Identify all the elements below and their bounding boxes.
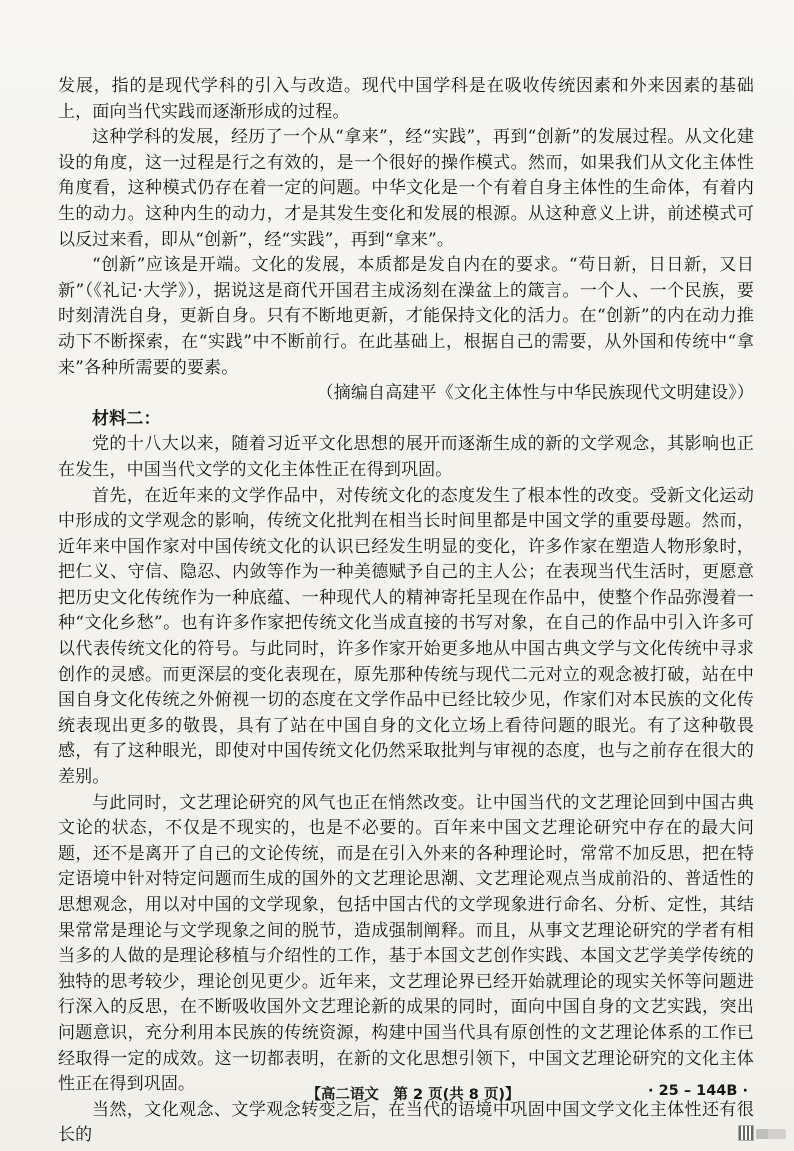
paragraph-3: “创新”应该是开端。文化的发展，本质都是发自内在的要求。“苟日新，日日新，又日新”（《礼记·大学》），据说这是商代开国君主成汤刻在澡盆上的箴言。一个人、一个民族，要时刻清洗自身，更新自身。只有不断地更新，才能保持文化的活力。在“创新”的内在动力推动下不断探索，在“实践”中不断前行。在此基础上，根据自己的需要，从外国和传统中“拿来”各种所需要的要素。: [58, 255, 754, 378]
footer-code: · 25 – 144B ·: [648, 1083, 748, 1099]
source-citation: （摘编自高建平《文化主体性与中华民族现代文明建设》）: [316, 383, 754, 404]
paragraph-6: 与此同时，文艺理论研究的风气也正在悄然改变。让中国当代的文艺理论回到中国古典文论的状态，不仅是不现实的，也是不必要的。百年来中国文艺理论研究中存在的最大问题，还不是离开了自己的文论传统，而是在引入外来的各种理论时，常常不加反思，把在特定语境中针对特定问题而生成的国外的文艺理论思潮、文艺理论观点当成前沿的、普适性的思想观念，用以对中国的文学现象，包括中国古代的文学现象进行命名、分析、定性，其结果常常是理论与文学现象之间的脱节，造成强制阐释。而且，从事文艺理论研究的学者有相当多的人做的是理论移植与介绍性的工作，基于本国文艺创作实践、本国文艺学美学传统的独特的思考较少，理论创见更少。近年来，文艺理论界已经开始就理论的现实关怀等问题进行深入的反思，在不断吸收国外文艺理论新的成果的同时，面向中国自身的文艺实践，突出问题意识，充分利用本民族的传统资源，构建中国当代具有原创性的文艺理论体系的工作已经取得一定的成效。这一切都表明，在新的文化思想引领下，中国文艺理论研究的文化主体性正在得到巩固。: [58, 792, 754, 1095]
paragraph-1: 发展，指的是现代学科的引入与改造。现代中国学科是在吸收传统因素和外来因素的基础上，面向当代实践而逐渐形成的过程。: [58, 76, 754, 122]
material-two-heading: 材料二：: [92, 408, 161, 429]
footer-page-info: 【高二语文 第 2 页(共 8 页)】: [306, 1087, 520, 1103]
paragraph-2: 这种学科的发展，经历了一个从“拿来”，经“实践”，再到“创新”的发展过程。从文化建设的角度，这一过程是行之有效的，是一个很好的操作模式。然而，如果我们从文化主体性角度看，这种模式仍存在着一定的问题。中华文化是一个有着自身主体性的生命体，有着内生的动力。这种内生的动力，才是其发生变化和发展的根源。从这种意义上讲，前述模式可以反过来看，即从“创新”，经“实践”，再到“拿来”。: [58, 127, 754, 250]
paragraph-5: 首先，在近年来的文学作品中，对传统文化的态度发生了根本性的改变。受新文化运动中形成的文学观念的影响，传统文化批判在相当长时间里都是中国文学的重要母题。然而，近年来中国作家对中国传统文化的认识已经发生明显的变化，许多作家在塑造人物形象时，把仁义、守信、隐忍、内敛等作为一种美德赋予自己的主人公；在表现当代生活时，更愿意把历史文化传统作为一种底蕴、一种现代人的精神寄托呈现在作品中，使整个作品弥漫着一种“文化乡愁”。也有许多作家把传统文化当成直接的书写对象，在自己的作品中引入许多可以代表传统文化的符号。与此同时，许多作家开始更多地从中国古典文学与文化传统中寻求创作的灵感。而更深层的变化表现在，原先那种传统与现代二元对立的观念被打破，站在中国自身文化传统之外俯视一切的态度在文学作品中已经比较少见，作家们对本民族的文化传统表现出更多的敬畏，具有了站在中国自身的文化立场上看待问题的眼光。有了这种敬畏感，有了这种眼光，即使对中国传统文化仍然采取批判与审视的态度，也与之前存在很大的差别。: [58, 485, 754, 788]
qr-code-icon: [738, 1125, 754, 1141]
corner-badge: [756, 1129, 786, 1139]
text-body: [58, 74, 754, 1149]
page-footer: [58, 1083, 748, 1107]
paragraph-4: 党的十八大以来，随着习近平文化思想的展开而逐渐生成的新的文学观念，其影响也正在发生，中国当代文学的文化主体性正在得到巩固。: [58, 434, 754, 480]
paragraph-7: 当然，文化观念、文学观念转变之后，在当代的语境中巩固中国文学文化主体性还有很长的: [58, 1099, 754, 1146]
